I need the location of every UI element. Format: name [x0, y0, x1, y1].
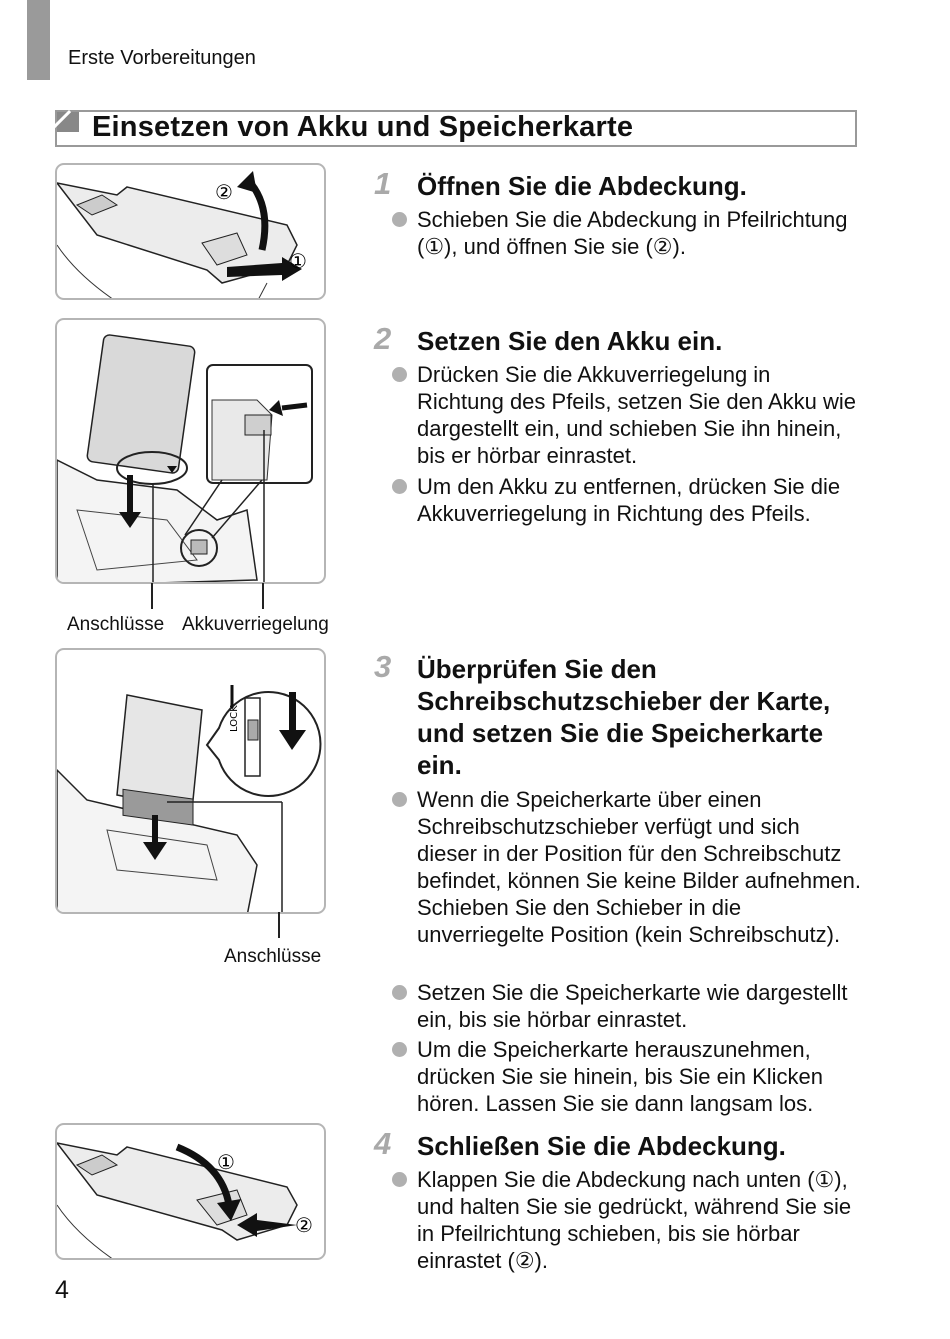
page-number: 4	[55, 1276, 69, 1304]
step-number: 3	[374, 649, 392, 684]
step-number: 1	[374, 166, 392, 201]
bullet-dot-icon	[392, 367, 407, 382]
step-title: Öffnen Sie die Abdeckung.	[417, 171, 747, 201]
bullet-dot-icon	[392, 1042, 407, 1057]
bullet-dot-icon	[392, 985, 407, 1000]
open-cover-illustration	[57, 165, 326, 300]
caption-anschluesse-battery: Anschlüsse	[67, 614, 165, 635]
bullet-item: Um die Speicherkarte herauszunehmen, drücken Sie sie hinein, bis Sie ein Klicken hören. Lassen Sie sie dann langsam los.	[392, 1036, 862, 1117]
bullet-item: Drücken Sie die Akkuverriegelung in Richtung des Pfeils, setzen Sie den Akku wie dargestellt ein, und schieben Sie ihn hinein, bis er hörbar einrastet.	[392, 361, 862, 469]
bullet-item: Klappen Sie die Abdeckung nach unten (①), und halten Sie sie gedrückt, während Sie sie in Pfeilrichtung schieben, bis sie hörbar einrastet (②).	[392, 1166, 862, 1274]
insert-card-illustration	[57, 650, 326, 914]
bullet-item: Schieben Sie die Abdeckung in Pfeilrichtung (①), und öffnen Sie sie (②).	[392, 206, 862, 260]
mark-2: ②	[215, 180, 233, 204]
mark-2: ②	[295, 1213, 313, 1237]
figure-open-cover	[55, 163, 326, 300]
bullet-dot-icon	[392, 212, 407, 227]
bullet-item: Setzen Sie die Speicherkarte wie dargestellt ein, bis sie hörbar einrastet.	[392, 979, 862, 1033]
bullet-item: Um den Akku zu entfernen, drücken Sie die Akkuverriegelung in Richtung des Pfeils.	[392, 473, 862, 527]
step-title: Setzen Sie den Akku ein.	[417, 326, 723, 356]
lock-label: LOCK	[229, 705, 240, 732]
mark-1: ①	[289, 249, 307, 273]
section-tab	[27, 0, 50, 80]
mark-1: ①	[217, 1150, 235, 1174]
figure-close-cover	[55, 1123, 326, 1260]
bullet-dot-icon	[392, 479, 407, 494]
caption-akkuverriegelung: Akkuverriegelung	[182, 614, 329, 635]
page-title: Einsetzen von Akku und Speicherkarte	[92, 111, 634, 143]
step-number: 2	[374, 321, 392, 356]
close-cover-illustration	[57, 1125, 326, 1260]
insert-battery-illustration	[57, 320, 326, 584]
bullet-dot-icon	[392, 792, 407, 807]
caption-anschluesse-card: Anschlüsse	[224, 946, 322, 967]
step-number: 4	[374, 1126, 392, 1161]
figure-insert-battery	[55, 318, 326, 584]
step-title: Überprüfen Sie den Schreibschutzschieber der Karte, und setzen Sie die Speicherkarte ein.	[417, 654, 831, 780]
step-title: Schließen Sie die Abdeckung.	[417, 1131, 786, 1161]
section-label: Erste Vorbereitungen	[68, 47, 256, 69]
figure-insert-card	[55, 648, 326, 914]
bullet-dot-icon	[392, 1172, 407, 1187]
bullet-item: Wenn die Speicherkarte über einen Schreibschutzschieber verfügt und sich dieser in der Position für den Schreibschutz befindet, können Sie keine Bilder aufnehmen. Schieben Sie den Schieber in die unverriegelte Position (kein Schreibschutz).	[392, 786, 862, 948]
